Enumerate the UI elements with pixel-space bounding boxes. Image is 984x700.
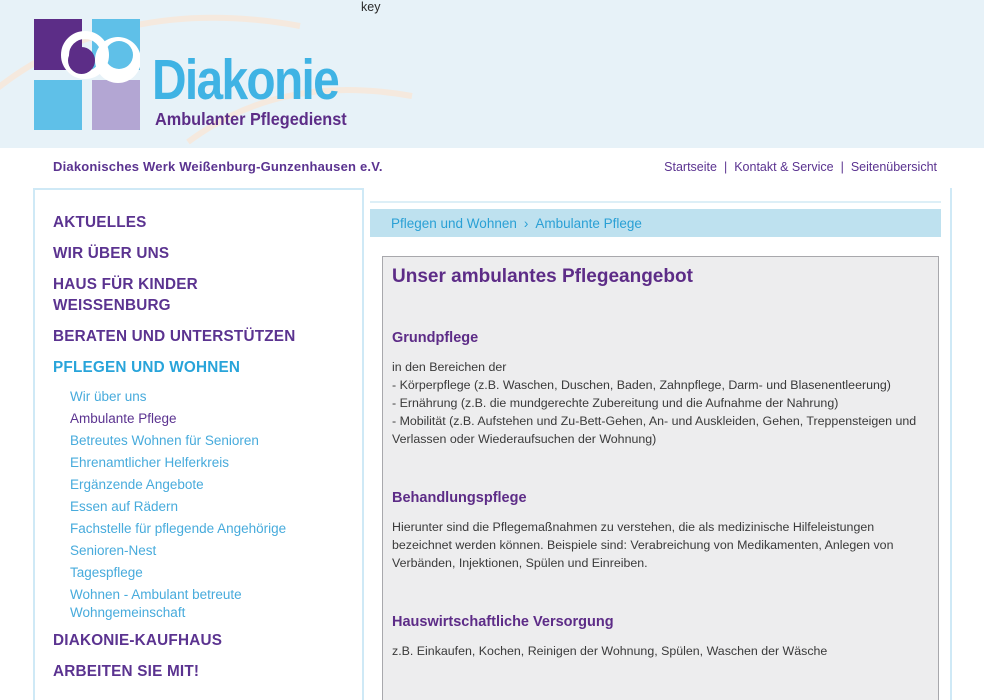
sidebar-subitem-senioren-nest[interactable]: Senioren-Nest <box>70 543 157 558</box>
sidebar-item-aktuelles[interactable]: AKTUELLES <box>53 214 147 231</box>
section-heading-behandlungspflege: Behandlungspflege <box>392 490 527 506</box>
sidebar-divider <box>362 188 364 700</box>
content-top-border <box>370 201 941 203</box>
sidebar-item-diakonie-kaufhaus[interactable]: DIAKONIE-KAUFHAUS <box>53 632 223 649</box>
diakonie-logo[interactable] <box>34 19 364 131</box>
sidebar-subitem-ergaenzende-angebote[interactable]: Ergänzende Angebote <box>70 477 204 492</box>
section-grundpflege <box>392 330 930 448</box>
sidebar-subnav-pflegen-und-wohnen <box>53 388 362 622</box>
page-title: Unser ambulantes Pflegeangebot <box>392 266 693 287</box>
sidebar-subitem-tagespflege[interactable]: Tagespflege <box>70 565 143 580</box>
logo-subtitle: Ambulanter Pflegedienst <box>155 109 347 129</box>
breadcrumb-current-page[interactable]: Ambulante Pflege <box>535 215 642 231</box>
accesskey-label: key <box>361 0 381 14</box>
site-header <box>0 0 984 148</box>
sidebar-item-beraten-und-unterstuetzen[interactable]: BERATEN UND UNTERSTÜTZEN <box>53 328 296 345</box>
container-right-border <box>950 188 952 700</box>
section-text-hauswirtschaftliche-versorgung: z.B. Einkaufen, Kochen, Reinigen der Wohnung, Spülen, Waschen der Wäsche <box>392 644 828 658</box>
nav-separator: | <box>723 160 728 174</box>
content-panel <box>382 256 939 700</box>
sidebar-subitem-betreutes-wohnen[interactable]: Betreutes Wohnen für Senioren <box>70 433 259 448</box>
top-nav-startseite[interactable]: Startseite <box>664 160 717 174</box>
service-nav <box>664 160 937 174</box>
top-nav-seitenuebersicht[interactable]: Seitenübersicht <box>850 160 937 174</box>
sidebar-item-pflegen-und-wohnen[interactable]: PFLEGEN UND WOHNEN <box>53 359 241 376</box>
sidebar-subitem-wohngemeinschaft[interactable]: Wohnen - Ambulant betreute Wohngemeinschaft <box>70 587 242 620</box>
section-heading-hauswirtschaftliche-versorgung: Hauswirtschaftliche Versorgung <box>392 614 614 630</box>
sidebar-item-haus-fuer-kinder[interactable]: HAUS FÜR KINDER WEISSENBURG <box>53 276 198 314</box>
sidebar-item-arbeiten-sie-mit[interactable]: ARBEITEN SIE MIT! <box>53 663 200 680</box>
section-hauswirtschaftliche-versorgung <box>392 614 930 660</box>
sidebar-subitem-ambulante-pflege[interactable]: Ambulante Pflege <box>70 411 177 426</box>
org-bar <box>0 148 984 190</box>
section-text-behandlungspflege: Hierunter sind die Pflegemaßnahmen zu verstehen, die als medizinische Hilfeleistungen bezeichnet werden können. Beispiele sind: Verabreichung von Medikamenten, Anlegen von Verbänden, Injektionen, Spülen und Einreiben. <box>392 520 894 570</box>
sidebar-subitem-fachstelle[interactable]: Fachstelle für pflegende Angehörige <box>70 521 287 536</box>
sidebar-subitem-ehrenamtlicher-helferkreis[interactable]: Ehrenamtlicher Helferkreis <box>70 455 230 470</box>
breadcrumb <box>370 209 941 237</box>
sidebar-subitem-wir-ueber-uns[interactable]: Wir über uns <box>70 389 147 404</box>
section-text-grundpflege: in den Bereichen der - Körperpflege (z.B. Waschen, Duschen, Baden, Zahnpflege, Darm- und Blasenentleerung) - Ernährung (z.B. die mundgerechte Zubereitung und die Aufnahme der Nahrung) - Mobilität (z.B. Aufstehen und Zu-Bett-Gehen, An- und Auskleiden, Gehen, Treppensteigen und Verlassen oder Wiederaufsuchen der Wohnung) <box>392 360 917 446</box>
nav-separator: | <box>840 160 844 174</box>
top-nav-kontakt-service[interactable]: Kontakt & Service <box>734 160 834 174</box>
organization-name: Diakonisches Werk Weißenburg-Gunzenhausen e.V. <box>53 159 383 174</box>
sidebar-item-wir-ueber-uns[interactable]: WIR ÜBER UNS <box>53 245 170 262</box>
diakonie-kronenkreuz-icon <box>34 19 140 130</box>
main-navigation <box>35 190 362 692</box>
section-behandlungspflege <box>392 490 930 572</box>
section-heading-grundpflege: Grundpflege <box>392 330 479 346</box>
breadcrumb-link-pflegen-und-wohnen[interactable]: Pflegen und Wohnen <box>391 215 517 231</box>
breadcrumb-separator: › <box>523 215 529 231</box>
sidebar-subitem-essen-auf-raedern[interactable]: Essen auf Rädern <box>70 499 179 514</box>
logo-brand-text: Diakonie <box>152 48 339 112</box>
